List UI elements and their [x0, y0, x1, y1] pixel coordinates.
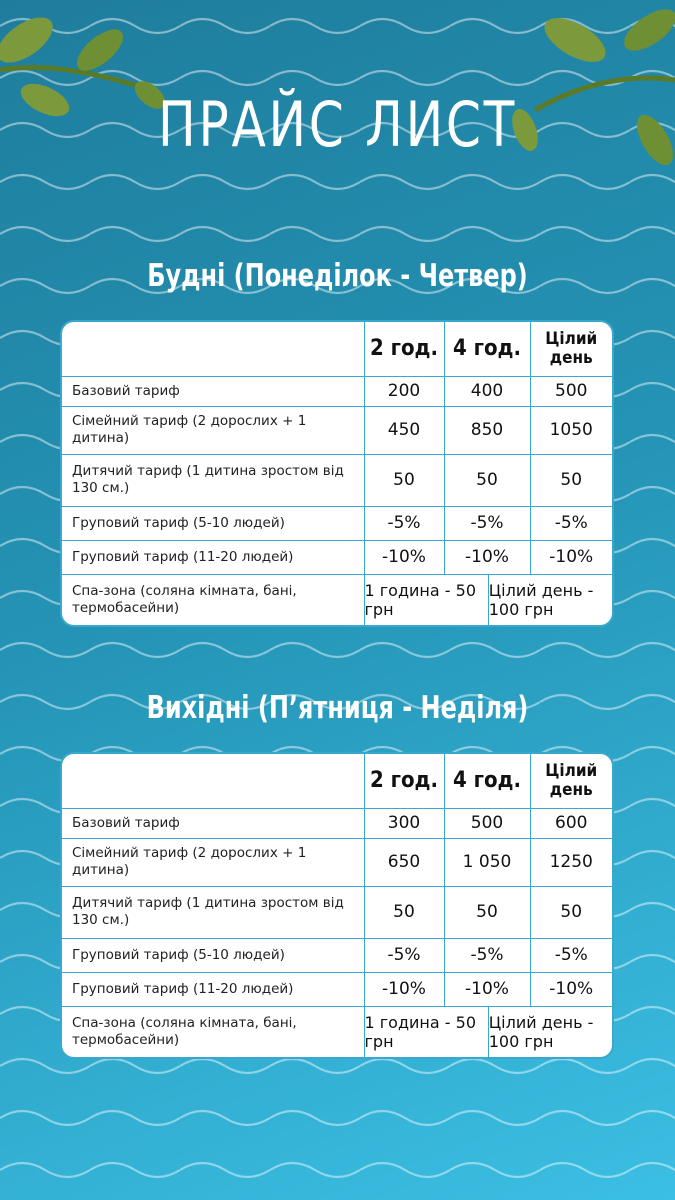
price-cell: 400 — [444, 376, 530, 406]
header-2h: 2 год. — [364, 322, 444, 376]
price-cell: 50 — [444, 454, 530, 506]
row-label: Груповий тариф (11-20 людей) — [62, 972, 364, 1006]
table-row — [62, 506, 612, 540]
row-label: Дитячий тариф (1 дитина зростом від 130 см.) — [62, 454, 364, 506]
price-cell: -10% — [444, 972, 530, 1006]
table-row — [62, 972, 612, 1006]
price-cell: 200 — [364, 376, 444, 406]
price-cell: 1250 — [530, 838, 612, 886]
price-cell: -5% — [530, 938, 612, 972]
header-4h: 4 год. — [444, 322, 530, 376]
price-cell: 300 — [364, 808, 444, 838]
price-cell: -5% — [444, 938, 530, 972]
price-cell: -5% — [364, 506, 444, 540]
weekend-price-table — [60, 752, 614, 1059]
weekdays-title: Будні (Понеділок - Четвер) — [147, 258, 528, 294]
spa-day-price: Цілий день - 100 грн — [488, 1012, 594, 1051]
spa-hour-price: 1 година - 50 грн — [365, 1007, 489, 1057]
table-row — [62, 838, 612, 886]
table-row — [62, 938, 612, 972]
price-cell: 850 — [444, 406, 530, 454]
spa-row — [62, 1006, 612, 1057]
price-cell: 1050 — [530, 406, 612, 454]
row-label: Дитячий тариф (1 дитина зростом від 130 см.) — [62, 886, 364, 938]
price-cell: 600 — [530, 808, 612, 838]
table-row — [62, 406, 612, 454]
price-cell: 1 050 — [444, 838, 530, 886]
weekdays-price-table — [60, 320, 614, 627]
table-row — [62, 808, 612, 838]
weekend-title: Вихідні (П’ятниця - Неділя) — [146, 690, 529, 726]
header-full-day: Цілий день — [530, 754, 612, 808]
price-cell: -10% — [364, 540, 444, 574]
price-cell: -10% — [444, 540, 530, 574]
table-row — [62, 886, 612, 938]
table-row — [62, 376, 612, 406]
spa-row — [62, 574, 612, 625]
header-2h: 2 год. — [364, 754, 444, 808]
table-header-row — [62, 754, 612, 808]
spa-label: Спа-зона (соляна кімната, бані, термобасейни) — [62, 1006, 364, 1057]
row-label: Сімейний тариф (2 дорослих + 1 дитина) — [62, 838, 364, 886]
price-cell: 50 — [364, 886, 444, 938]
table-row — [62, 454, 612, 506]
table-header-row — [62, 322, 612, 376]
spa-hour-price: 1 година - 50 грн — [365, 575, 489, 625]
price-cell: -10% — [530, 972, 612, 1006]
row-label: Груповий тариф (5-10 людей) — [62, 506, 364, 540]
price-cell: 500 — [444, 808, 530, 838]
row-label: Сімейний тариф (2 дорослих + 1 дитина) — [62, 406, 364, 454]
row-label: Базовий тариф — [62, 376, 364, 406]
price-cell: 50 — [444, 886, 530, 938]
row-label: Базовий тариф — [62, 808, 364, 838]
price-cell: 50 — [364, 454, 444, 506]
price-cell: 450 — [364, 406, 444, 454]
spa-label: Спа-зона (соляна кімната, бані, термобасейни) — [62, 574, 364, 625]
table-row — [62, 540, 612, 574]
price-cell: -10% — [364, 972, 444, 1006]
row-label: Груповий тариф (11-20 людей) — [62, 540, 364, 574]
header-full-day: Цілий день — [530, 322, 612, 376]
price-cell: -5% — [444, 506, 530, 540]
price-cell: -5% — [530, 506, 612, 540]
row-label: Груповий тариф (5-10 людей) — [62, 938, 364, 972]
price-cell: 50 — [530, 886, 612, 938]
spa-day-price: Цілий день - 100 грн — [488, 580, 594, 619]
price-cell: 500 — [530, 376, 612, 406]
price-cell: 650 — [364, 838, 444, 886]
price-cell: -5% — [364, 938, 444, 972]
header-4h: 4 год. — [444, 754, 530, 808]
price-cell: 50 — [530, 454, 612, 506]
price-cell: -10% — [530, 540, 612, 574]
page-title: ПРАЙС ЛИСТ — [158, 88, 517, 161]
